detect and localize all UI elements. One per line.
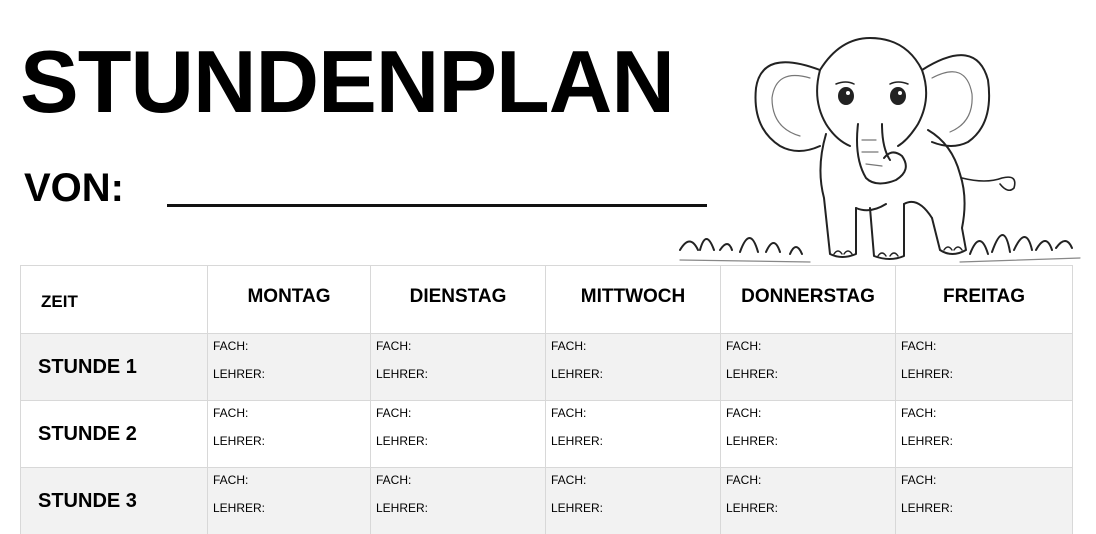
lehrer-label: LEHRER: (726, 434, 779, 448)
lehrer-label: LEHRER: (376, 434, 429, 448)
row-label: STUNDE 2 (21, 401, 208, 468)
fach-label: FACH: (376, 339, 412, 353)
zeit-header (21, 266, 208, 334)
lesson-cell[interactable] (721, 468, 896, 534)
fach-label: FACH: (551, 473, 587, 487)
table-row (21, 468, 1073, 534)
lehrer-label: LEHRER: (726, 501, 779, 515)
fach-label: FACH: (213, 406, 249, 420)
lehrer-label: LEHRER: (901, 367, 954, 381)
lehrer-label: LEHRER: (551, 367, 604, 381)
lesson-cell[interactable] (896, 334, 1073, 401)
row-label: STUNDE 3 (21, 468, 208, 534)
fach-label: FACH: (376, 406, 412, 420)
lehrer-label: LEHRER: (213, 501, 266, 515)
lehrer-label: LEHRER: (376, 367, 429, 381)
lehrer-label: LEHRER: (901, 501, 954, 515)
lesson-cell[interactable] (546, 468, 721, 534)
lehrer-label: LEHRER: (213, 434, 266, 448)
lesson-cell[interactable] (371, 334, 546, 401)
lesson-cell[interactable] (208, 468, 371, 534)
day-header-freitag: FREITAG (896, 266, 1073, 334)
lehrer-label: LEHRER: (213, 367, 266, 381)
lesson-cell[interactable] (371, 401, 546, 468)
elephant-illustration (670, 28, 1090, 266)
day-header-montag: MONTAG (208, 266, 371, 334)
row-label: STUNDE 1 (21, 334, 208, 401)
lehrer-label: LEHRER: (376, 501, 429, 515)
fach-label: FACH: (551, 406, 587, 420)
fach-label: FACH: (551, 339, 587, 353)
lesson-cell[interactable] (208, 401, 371, 468)
lesson-cell[interactable] (208, 334, 371, 401)
fach-label: FACH: (376, 473, 412, 487)
lesson-cell[interactable] (721, 401, 896, 468)
day-header-donnerstag: DONNERSTAG (721, 266, 896, 334)
lehrer-label: LEHRER: (901, 434, 954, 448)
lehrer-label: LEHRER: (551, 501, 604, 515)
day-header-dienstag: DIENSTAG (371, 266, 546, 334)
lesson-cell[interactable] (546, 334, 721, 401)
day-header-mittwoch: MITTWOCH (546, 266, 721, 334)
zeit-label: ZEIT (41, 291, 78, 311)
fach-label: FACH: (901, 406, 937, 420)
lesson-cell[interactable] (896, 401, 1073, 468)
fach-label: FACH: (726, 406, 762, 420)
fach-label: FACH: (213, 339, 249, 353)
header-row (21, 266, 1073, 334)
schedule-table (20, 265, 1073, 534)
lehrer-label: LEHRER: (726, 367, 779, 381)
fach-label: FACH: (726, 473, 762, 487)
page-title: STUNDENPLAN (20, 32, 674, 131)
table-row (21, 334, 1073, 401)
fach-label: FACH: (901, 339, 937, 353)
table-row (21, 401, 1073, 468)
lesson-cell[interactable] (896, 468, 1073, 534)
lesson-cell[interactable] (546, 401, 721, 468)
fach-label: FACH: (901, 473, 937, 487)
fach-label: FACH: (726, 339, 762, 353)
von-label: VON: (24, 166, 124, 210)
name-write-line (167, 204, 707, 207)
fach-label: FACH: (213, 473, 249, 487)
lehrer-label: LEHRER: (551, 434, 604, 448)
lesson-cell[interactable] (721, 334, 896, 401)
lesson-cell[interactable] (371, 468, 546, 534)
